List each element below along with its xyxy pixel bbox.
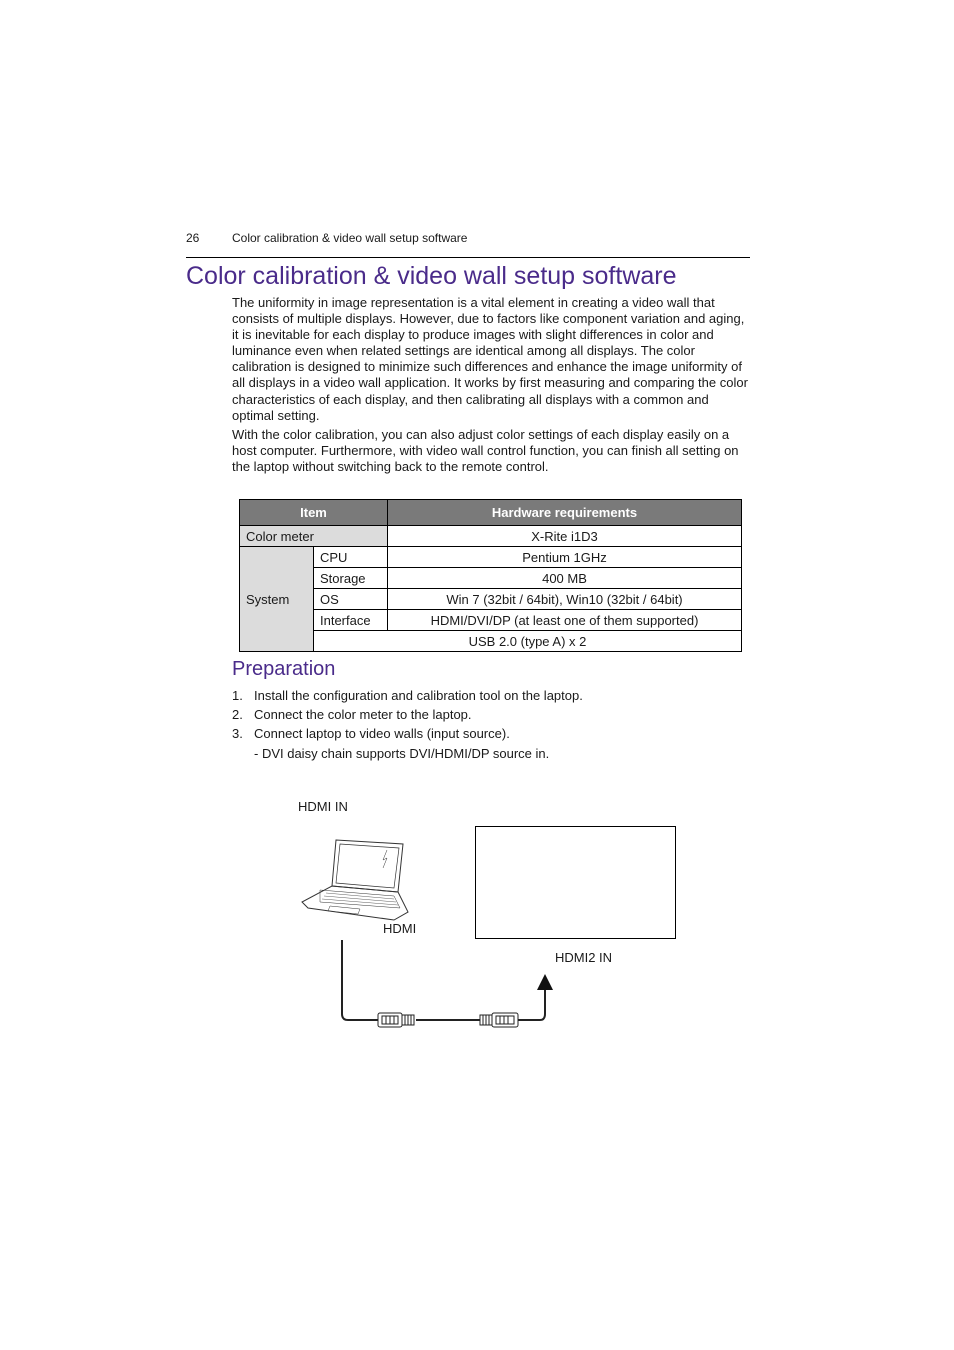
hdmi-cable bbox=[342, 940, 545, 1020]
list-item bbox=[232, 726, 752, 745]
header-page-number: 26 bbox=[186, 231, 200, 245]
storage-value: 400 MB bbox=[388, 568, 742, 589]
hdmi-in-label: HDMI IN bbox=[298, 799, 348, 814]
color-meter-label: Color meter bbox=[240, 526, 388, 547]
page-title: Color calibration & video wall setup software bbox=[186, 262, 677, 290]
table-row bbox=[240, 589, 742, 610]
preparation-steps bbox=[232, 688, 752, 745]
list-item bbox=[232, 707, 752, 726]
step-number: 3. bbox=[232, 726, 243, 741]
header-hardware-requirements: Hardware requirements bbox=[388, 500, 742, 526]
arrow-up-icon bbox=[537, 974, 553, 990]
calibration-paragraph: With the color calibration, you can also adjust color settings of each display easily on a host computer. Furthermore, with video wall control function, you can finish all setting on the laptop without switching back to the remote control. bbox=[232, 427, 739, 475]
usb-value: USB 2.0 (type A) x 2 bbox=[314, 631, 742, 652]
table-header-row bbox=[240, 500, 742, 526]
header-running-title: Color calibration & video wall setup software bbox=[232, 231, 468, 245]
step-number: 1. bbox=[232, 688, 243, 703]
os-value: Win 7 (32bit / 64bit), Win10 (32bit / 64bit) bbox=[388, 589, 742, 610]
hdmi-connector-icon bbox=[480, 1013, 518, 1027]
header-item: Item bbox=[240, 500, 388, 526]
hdmi-connector-icon bbox=[378, 1013, 414, 1027]
daisy-chain-note: - DVI daisy chain supports DVI/HDMI/DP source in. bbox=[254, 746, 550, 761]
cpu-label: CPU bbox=[314, 547, 388, 568]
intro-paragraph: The uniformity in image representation is a vital element in creating a video wall that consists of multiple displays. However, due to factors like component variation and aging, it is inevitable for each display to produce images with slight differences in color and luminance even when related settings are identical among all displays. The color calibration is designed to minimize such differences and enhance the image uniformity of all displays in a video wall application. It works by first measuring and comparing the color characteristics of each display, and then calibrating all displays with a common and optimal setting. bbox=[232, 295, 748, 423]
list-item bbox=[232, 688, 752, 707]
step-text: Connect laptop to video walls (input source). bbox=[254, 726, 510, 741]
table-row bbox=[240, 526, 742, 547]
cpu-value: Pentium 1GHz bbox=[388, 547, 742, 568]
interface-value: HDMI/DVI/DP (at least one of them supported) bbox=[388, 610, 742, 631]
step-text: Connect the color meter to the laptop. bbox=[254, 707, 472, 722]
os-label: OS bbox=[314, 589, 388, 610]
hardware-requirements-table bbox=[239, 499, 742, 652]
hdmi2-in-label: HDMI2 IN bbox=[555, 950, 613, 965]
table-row bbox=[240, 631, 742, 652]
storage-label: Storage bbox=[314, 568, 388, 589]
preparation-title: Preparation bbox=[232, 658, 336, 680]
color-meter-value: X-Rite i1D3 bbox=[388, 526, 742, 547]
step-number: 2. bbox=[232, 707, 243, 722]
hdmi-label: HDMI bbox=[383, 921, 417, 936]
header-rule bbox=[186, 257, 750, 258]
interface-label: Interface bbox=[314, 610, 388, 631]
step-text: Install the configuration and calibration tool on the laptop. bbox=[254, 688, 583, 703]
table-row bbox=[240, 568, 742, 589]
table-row bbox=[240, 610, 742, 631]
table-row bbox=[240, 547, 742, 568]
connection-diagram bbox=[290, 830, 590, 1040]
system-label: System bbox=[240, 547, 314, 652]
laptop-icon bbox=[302, 840, 408, 920]
